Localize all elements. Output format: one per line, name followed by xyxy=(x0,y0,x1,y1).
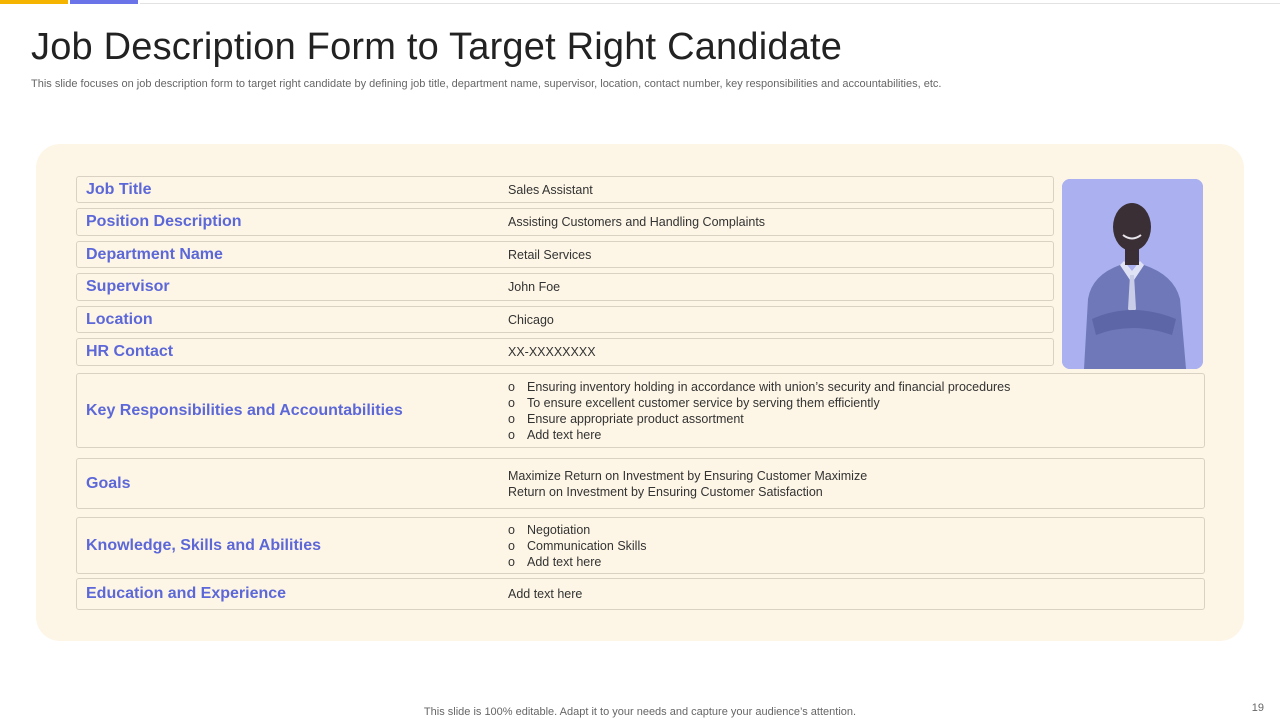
row-key-responsibilities xyxy=(76,373,1205,448)
businessman-photo-icon xyxy=(1062,179,1203,369)
list-item-text: Communication Skills xyxy=(527,538,647,553)
supervisor-label: Supervisor xyxy=(86,278,170,295)
knowledge-skills-label: Knowledge, Skills and Abilities xyxy=(86,536,322,554)
education-label: Education and Experience xyxy=(86,585,287,602)
list-item xyxy=(508,427,1194,443)
bullet-icon: o xyxy=(508,395,515,410)
job-title-value: Sales Assistant xyxy=(508,182,593,197)
position-description-label: Position Description xyxy=(86,213,242,230)
key-responsibilities-list xyxy=(508,379,1194,443)
bullet-icon: o xyxy=(508,379,515,394)
row-supervisor xyxy=(76,273,1054,301)
row-education xyxy=(76,578,1205,610)
bullet-icon: o xyxy=(508,411,515,426)
slide-title: Job Description Form to Target Right Candidate xyxy=(31,26,843,68)
businessman-photo xyxy=(1062,179,1203,369)
bullet-icon: o xyxy=(508,522,515,537)
list-item xyxy=(508,379,1194,395)
goals-line: Return on Investment by Ensuring Customer Satisfaction xyxy=(508,484,823,499)
department-name-label: Department Name xyxy=(86,245,223,263)
list-item xyxy=(508,395,1194,411)
knowledge-skills-list xyxy=(508,522,1194,570)
bullet-icon: o xyxy=(508,554,515,569)
bullet-icon: o xyxy=(508,538,515,553)
list-item xyxy=(508,411,1194,427)
goals-line: Maximize Return on Investment by Ensuring Customer Maximize xyxy=(508,468,868,483)
list-item-text: To ensure excellent customer service by serving them efficiently xyxy=(527,395,880,410)
goals-label: Goals xyxy=(86,474,131,492)
knowledge-skills-value xyxy=(508,518,1194,573)
education-value: Add text here xyxy=(508,587,583,601)
row-knowledge-skills xyxy=(76,517,1205,574)
top-rule xyxy=(140,3,1280,4)
slide-footer: This slide is 100% editable. Adapt it to your needs and capture your audience’s attention. xyxy=(423,706,857,718)
location-value: Chicago xyxy=(508,312,554,327)
list-item-text: Ensuring inventory holding in accordance with union’s security and financial procedures xyxy=(527,379,1011,394)
bullet-icon: o xyxy=(508,427,515,442)
job-title-label: Job Title xyxy=(86,180,152,198)
list-item xyxy=(508,538,1194,554)
list-item-text: Ensure appropriate product assortment xyxy=(527,411,744,426)
page-number: 19 xyxy=(1251,702,1264,714)
row-position-description xyxy=(76,208,1054,236)
list-item-text: Add text here xyxy=(527,427,602,442)
list-item xyxy=(508,554,1194,570)
accent-bar-orange xyxy=(0,0,68,4)
slide-subtitle: This slide focuses on job description form to target right candidate by defining job title, department name, supervisor, location, contact number, key responsibilities and accountabilities, etc. xyxy=(31,78,942,90)
position-description-value: Assisting Customers and Handling Complaints xyxy=(508,215,766,229)
department-name-value: Retail Services xyxy=(508,247,592,262)
key-responsibilities-value xyxy=(508,374,1194,447)
list-item-text: Negotiation xyxy=(527,522,591,537)
hr-contact-label: HR Contact xyxy=(86,343,174,360)
goals-value xyxy=(508,459,1194,508)
hr-contact-value: XX-XXXXXXXX xyxy=(508,345,596,359)
list-item xyxy=(508,522,1194,538)
row-hr-contact xyxy=(76,338,1054,366)
key-responsibilities-label: Key Responsibilities and Accountabilities xyxy=(86,401,403,419)
list-item-text: Add text here xyxy=(527,554,602,569)
location-label: Location xyxy=(86,310,153,328)
row-location xyxy=(76,306,1054,333)
accent-bar-blue xyxy=(70,0,138,4)
row-goals xyxy=(76,458,1205,509)
row-department-name xyxy=(76,241,1054,268)
row-job-title xyxy=(76,176,1054,203)
supervisor-value: John Foe xyxy=(508,280,561,294)
